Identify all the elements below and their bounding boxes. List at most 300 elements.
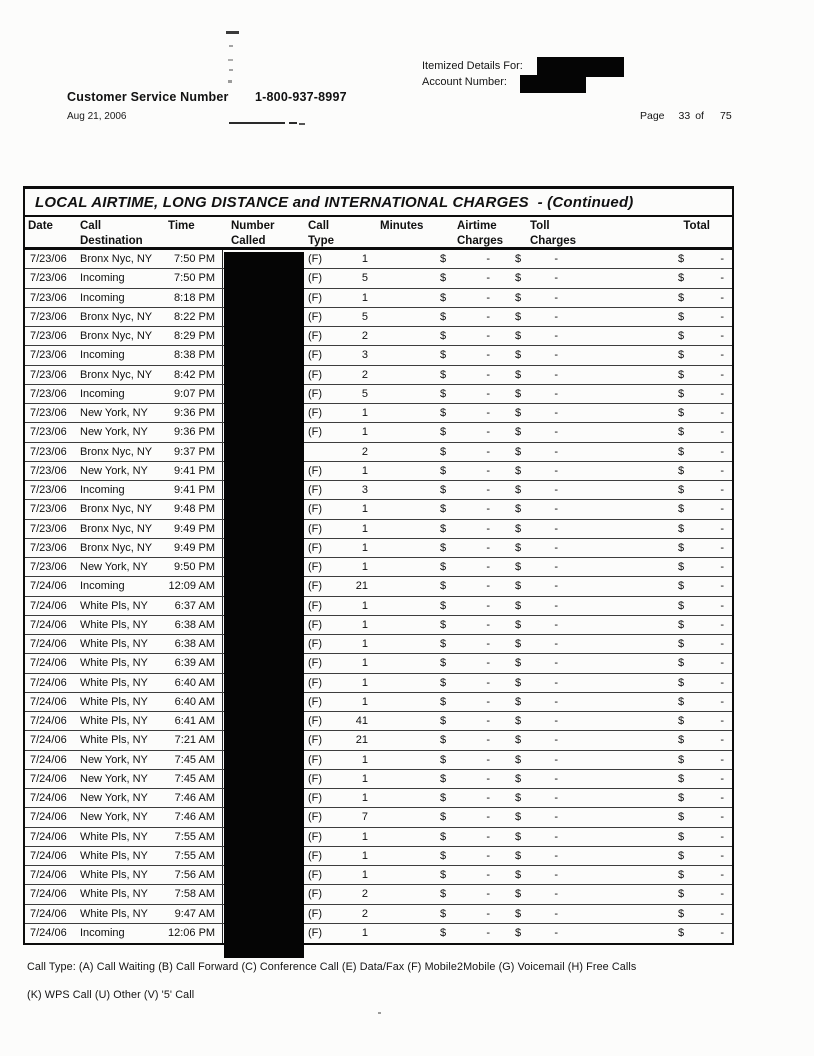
cell-date: 7/24/06	[30, 580, 67, 593]
charge-amount: -	[720, 253, 724, 266]
cell-time: 6:38 AM	[174, 638, 215, 651]
cell-minutes: 1	[361, 618, 368, 631]
cell-date: 7/23/06	[30, 253, 67, 266]
table-row	[25, 520, 732, 539]
table-row	[25, 577, 732, 596]
table-row	[25, 481, 732, 500]
cell-airtime-charges	[370, 523, 515, 535]
currency-sign: $	[515, 541, 522, 554]
cell-time: 8:22 PM	[174, 310, 215, 323]
cell-airtime-charges	[370, 696, 515, 708]
column-header-total: Total	[683, 220, 710, 232]
charge-amount: -	[486, 522, 490, 535]
currency-sign: $	[678, 445, 685, 458]
cell-minutes: 1	[361, 638, 368, 651]
charge-amount: -	[554, 503, 558, 516]
charge-amount: -	[554, 888, 558, 901]
cell-airtime-charges	[370, 927, 515, 939]
cell-time: 6:40 AM	[174, 676, 215, 689]
charge-amount: -	[720, 368, 724, 381]
currency-sign: $	[515, 464, 522, 477]
cell-airtime-charges	[370, 908, 515, 920]
currency-sign: $	[515, 869, 522, 882]
cell-time: 7:45 AM	[174, 753, 215, 766]
charge-amount: -	[720, 849, 724, 862]
charge-amount: -	[486, 426, 490, 439]
cell-toll-charges	[515, 580, 600, 592]
currency-sign: $	[515, 734, 522, 747]
cell-time: 6:39 AM	[174, 657, 215, 670]
cell-time: 7:56 AM	[174, 869, 215, 882]
currency-sign: $	[440, 657, 447, 670]
cell-call-type: (F)	[308, 772, 323, 785]
cell-call-destination: Bronx Nyc, NY	[80, 368, 153, 381]
cell-date: 7/23/06	[30, 541, 67, 554]
cell-total	[600, 503, 732, 515]
cell-time: 9:49 PM	[174, 522, 215, 535]
table-header-row	[25, 217, 732, 250]
cell-date: 7/23/06	[30, 522, 67, 535]
cell-call-type: (F)	[308, 484, 323, 497]
table-row	[25, 558, 732, 577]
currency-sign: $	[678, 772, 685, 785]
currency-sign: $	[440, 426, 447, 439]
cell-call-destination: New York, NY	[80, 464, 148, 477]
table-row	[25, 751, 732, 770]
cell-date: 7/23/06	[30, 503, 67, 516]
cell-airtime-charges	[370, 638, 515, 650]
cell-call-type: (F)	[308, 426, 323, 439]
cell-call-destination: New York, NY	[80, 811, 148, 824]
charge-amount: -	[554, 272, 558, 285]
cell-minutes: 1	[361, 253, 368, 266]
cell-toll-charges	[515, 292, 600, 304]
cell-date: 7/24/06	[30, 927, 67, 940]
charge-amount: -	[720, 330, 724, 343]
cell-time: 6:40 AM	[174, 695, 215, 708]
charge-amount: -	[720, 888, 724, 901]
currency-sign: $	[678, 849, 685, 862]
cell-total	[600, 888, 732, 900]
charge-amount: -	[554, 445, 558, 458]
charge-amount: -	[720, 522, 724, 535]
cell-call-type: (F)	[308, 676, 323, 689]
column-header-toll-charges: Toll Charges	[530, 220, 577, 247]
cell-airtime-charges	[370, 349, 515, 361]
charge-amount: -	[486, 772, 490, 785]
cell-time: 8:42 PM	[174, 368, 215, 381]
cell-date: 7/24/06	[30, 772, 67, 785]
charge-amount: -	[720, 618, 724, 631]
cell-call-destination: Bronx Nyc, NY	[80, 522, 153, 535]
currency-sign: $	[440, 484, 447, 497]
currency-sign: $	[678, 599, 685, 612]
cell-call-type: (F)	[308, 368, 323, 381]
currency-sign: $	[515, 907, 522, 920]
cell-total	[600, 773, 732, 785]
cell-time: 9:36 PM	[174, 426, 215, 439]
currency-sign: $	[678, 618, 685, 631]
charge-amount: -	[720, 907, 724, 920]
charge-amount: -	[486, 407, 490, 420]
cell-toll-charges	[515, 850, 600, 862]
cell-total	[600, 426, 732, 438]
charge-amount: -	[720, 715, 724, 728]
cell-call-type: (F)	[308, 349, 323, 362]
currency-sign: $	[440, 830, 447, 843]
charge-amount: -	[486, 291, 490, 304]
currency-sign: $	[440, 792, 447, 805]
cell-total	[600, 542, 732, 554]
charge-amount: -	[486, 503, 490, 516]
cell-time: 7:21 AM	[174, 734, 215, 747]
currency-sign: $	[678, 522, 685, 535]
charge-amount: -	[720, 792, 724, 805]
cell-minutes: 41	[355, 715, 368, 728]
table-row	[25, 616, 732, 635]
charge-amount: -	[486, 368, 490, 381]
currency-sign: $	[678, 638, 685, 651]
charge-amount: -	[554, 676, 558, 689]
cell-airtime-charges	[370, 677, 515, 689]
charge-amount: -	[720, 310, 724, 323]
cell-time: 9:41 PM	[174, 484, 215, 497]
cell-airtime-charges	[370, 811, 515, 823]
cell-call-type: (F)	[308, 310, 323, 323]
cell-call-type: (F)	[308, 522, 323, 535]
table-row	[25, 308, 732, 327]
charge-amount: -	[486, 734, 490, 747]
cell-airtime-charges	[370, 600, 515, 612]
cell-minutes: 1	[361, 599, 368, 612]
cell-airtime-charges	[370, 369, 515, 381]
cell-toll-charges	[515, 869, 600, 881]
cell-toll-charges	[515, 734, 600, 746]
currency-sign: $	[678, 695, 685, 708]
cell-time: 7:46 AM	[174, 792, 215, 805]
scan-artifact	[229, 45, 233, 47]
customer-service-label: Customer Service Number	[67, 90, 229, 104]
cell-toll-charges	[515, 311, 600, 323]
scan-artifact	[226, 31, 239, 34]
charge-amount: -	[554, 599, 558, 612]
cell-date: 7/23/06	[30, 464, 67, 477]
redaction-box-customer-name	[537, 57, 624, 77]
cell-toll-charges	[515, 792, 600, 804]
currency-sign: $	[515, 503, 522, 516]
cell-total	[600, 619, 732, 631]
cell-call-type: (F)	[308, 464, 323, 477]
cell-minutes: 3	[361, 349, 368, 362]
cell-call-type: (F)	[308, 849, 323, 862]
statement-date: Aug 21, 2006	[67, 111, 127, 122]
currency-sign: $	[515, 561, 522, 574]
currency-sign: $	[440, 849, 447, 862]
currency-sign: $	[678, 657, 685, 670]
cell-minutes: 5	[361, 387, 368, 400]
cell-minutes: 2	[361, 445, 368, 458]
cell-call-type: (F)	[308, 792, 323, 805]
cell-minutes: 1	[361, 869, 368, 882]
charge-amount: -	[486, 676, 490, 689]
cell-call-destination: White Pls, NY	[80, 888, 148, 901]
cell-time: 8:38 PM	[174, 349, 215, 362]
charge-amount: -	[554, 830, 558, 843]
cell-call-type: (F)	[308, 291, 323, 304]
cell-airtime-charges	[370, 888, 515, 900]
cell-airtime-charges	[370, 580, 515, 592]
currency-sign: $	[515, 811, 522, 824]
cell-call-destination: Incoming	[80, 927, 125, 940]
cell-toll-charges	[515, 503, 600, 515]
charge-amount: -	[486, 657, 490, 670]
charge-amount: -	[720, 561, 724, 574]
cell-call-destination: White Pls, NY	[80, 695, 148, 708]
cell-call-type: (F)	[308, 907, 323, 920]
cell-minutes: 1	[361, 464, 368, 477]
cell-call-destination: Bronx Nyc, NY	[80, 445, 153, 458]
table-body	[25, 250, 732, 943]
charge-amount: -	[486, 253, 490, 266]
currency-sign: $	[678, 869, 685, 882]
cell-total	[600, 811, 732, 823]
cell-toll-charges	[515, 349, 600, 361]
charge-amount: -	[486, 753, 490, 766]
cell-airtime-charges	[370, 542, 515, 554]
cell-airtime-charges	[370, 792, 515, 804]
charge-amount: -	[720, 407, 724, 420]
cell-toll-charges	[515, 388, 600, 400]
cell-time: 9:41 PM	[174, 464, 215, 477]
table-row	[25, 712, 732, 731]
table-title: LOCAL AIRTIME, LONG DISTANCE and INTERNATIONAL CHARGES - (Continued)	[25, 189, 732, 217]
column-header-minutes: Minutes	[380, 220, 424, 232]
cell-toll-charges	[515, 369, 600, 381]
charge-amount: -	[554, 368, 558, 381]
cell-total	[600, 407, 732, 419]
table-row	[25, 885, 732, 904]
cell-toll-charges	[515, 600, 600, 612]
currency-sign: $	[678, 503, 685, 516]
currency-sign: $	[440, 580, 447, 593]
charge-amount: -	[720, 869, 724, 882]
table-row	[25, 269, 732, 288]
cell-minutes: 1	[361, 407, 368, 420]
cell-time: 6:37 AM	[174, 599, 215, 612]
currency-sign: $	[515, 580, 522, 593]
currency-sign: $	[678, 464, 685, 477]
cell-total	[600, 484, 732, 496]
cell-call-destination: Incoming	[80, 272, 125, 285]
cell-call-destination: Bronx Nyc, NY	[80, 310, 153, 323]
cell-minutes: 5	[361, 272, 368, 285]
table-row	[25, 366, 732, 385]
cell-airtime-charges	[370, 311, 515, 323]
currency-sign: $	[678, 676, 685, 689]
table-row	[25, 346, 732, 365]
cell-time: 8:18 PM	[174, 291, 215, 304]
charge-amount: -	[486, 541, 490, 554]
itemized-details-label: Itemized Details For:	[422, 60, 523, 72]
charge-amount: -	[554, 811, 558, 824]
currency-sign: $	[678, 792, 685, 805]
column-header-airtime-charges: Airtime Charges	[457, 220, 504, 247]
charge-amount: -	[720, 811, 724, 824]
cell-toll-charges	[515, 253, 600, 265]
cell-date: 7/24/06	[30, 869, 67, 882]
charge-amount: -	[554, 349, 558, 362]
cell-call-type: (F)	[308, 580, 323, 593]
charge-amount: -	[720, 734, 724, 747]
cell-date: 7/24/06	[30, 676, 67, 689]
cell-call-destination: New York, NY	[80, 407, 148, 420]
cell-minutes: 7	[361, 811, 368, 824]
cell-toll-charges	[515, 811, 600, 823]
cell-minutes: 2	[361, 330, 368, 343]
charge-amount: -	[554, 849, 558, 862]
cell-date: 7/23/06	[30, 445, 67, 458]
cell-toll-charges	[515, 407, 600, 419]
cell-total	[600, 638, 732, 650]
currency-sign: $	[678, 310, 685, 323]
charge-amount: -	[486, 695, 490, 708]
charge-amount: -	[554, 772, 558, 785]
cell-minutes: 3	[361, 484, 368, 497]
cell-minutes: 5	[361, 310, 368, 323]
currency-sign: $	[440, 503, 447, 516]
charge-amount: -	[486, 811, 490, 824]
cell-call-destination: Bronx Nyc, NY	[80, 541, 153, 554]
currency-sign: $	[440, 330, 447, 343]
charge-amount: -	[554, 638, 558, 651]
charge-amount: -	[554, 695, 558, 708]
cell-time: 7:55 AM	[174, 849, 215, 862]
cell-total	[600, 292, 732, 304]
charge-amount: -	[554, 310, 558, 323]
charge-amount: -	[554, 869, 558, 882]
cell-total	[600, 869, 732, 881]
page-of-label: of	[695, 110, 704, 122]
charge-amount: -	[720, 638, 724, 651]
charge-amount: -	[720, 349, 724, 362]
cell-call-destination: White Pls, NY	[80, 676, 148, 689]
column-header-date: Date	[28, 220, 53, 232]
cell-minutes: 1	[361, 676, 368, 689]
cell-time: 9:37 PM	[174, 445, 215, 458]
cell-date: 7/23/06	[30, 426, 67, 439]
charge-amount: -	[554, 291, 558, 304]
cell-date: 7/24/06	[30, 734, 67, 747]
cell-call-destination: White Pls, NY	[80, 599, 148, 612]
table-row	[25, 443, 732, 462]
cell-call-type: (F)	[308, 387, 323, 400]
cell-call-destination: Bronx Nyc, NY	[80, 253, 153, 266]
charge-amount: -	[720, 291, 724, 304]
cell-total	[600, 850, 732, 862]
cell-airtime-charges	[370, 754, 515, 766]
currency-sign: $	[515, 715, 522, 728]
cell-call-type: (F)	[308, 330, 323, 343]
cell-call-type: (F)	[308, 253, 323, 266]
currency-sign: $	[678, 715, 685, 728]
charge-amount: -	[486, 907, 490, 920]
cell-total	[600, 561, 732, 573]
cell-minutes: 1	[361, 657, 368, 670]
currency-sign: $	[678, 888, 685, 901]
currency-sign: $	[515, 387, 522, 400]
cell-date: 7/23/06	[30, 310, 67, 323]
cell-call-destination: Incoming	[80, 291, 125, 304]
cell-date: 7/24/06	[30, 811, 67, 824]
currency-sign: $	[515, 349, 522, 362]
currency-sign: $	[678, 426, 685, 439]
cell-total	[600, 253, 732, 265]
cell-call-type: (F)	[308, 657, 323, 670]
currency-sign: $	[678, 580, 685, 593]
cell-total	[600, 580, 732, 592]
call-type-legend-line-1: Call Type: (A) Call Waiting (B) Call Forward (C) Conference Call (E) Data/Fax (F) Mobile2Mobile (G) Voicemail (H) Free Calls	[27, 961, 637, 973]
cell-total	[600, 465, 732, 477]
cell-toll-charges	[515, 561, 600, 573]
cell-airtime-charges	[370, 272, 515, 284]
cell-date: 7/23/06	[30, 272, 67, 285]
cell-call-destination: White Pls, NY	[80, 849, 148, 862]
table-row	[25, 866, 732, 885]
cell-toll-charges	[515, 619, 600, 631]
cell-airtime-charges	[370, 503, 515, 515]
cell-call-destination: New York, NY	[80, 561, 148, 574]
charge-amount: -	[486, 445, 490, 458]
cell-minutes: 1	[361, 426, 368, 439]
cell-call-destination: Incoming	[80, 349, 125, 362]
charge-amount: -	[720, 772, 724, 785]
cell-date: 7/24/06	[30, 907, 67, 920]
charge-amount: -	[486, 272, 490, 285]
charge-amount: -	[554, 426, 558, 439]
charge-amount: -	[486, 888, 490, 901]
cell-date: 7/23/06	[30, 330, 67, 343]
table-row	[25, 500, 732, 519]
currency-sign: $	[515, 522, 522, 535]
cell-airtime-charges	[370, 734, 515, 746]
charge-amount: -	[554, 407, 558, 420]
currency-sign: $	[678, 387, 685, 400]
cell-date: 7/23/06	[30, 349, 67, 362]
cell-date: 7/24/06	[30, 657, 67, 670]
cell-time: 9:36 PM	[174, 407, 215, 420]
table-row	[25, 789, 732, 808]
cell-toll-charges	[515, 715, 600, 727]
table-row	[25, 693, 732, 712]
currency-sign: $	[515, 368, 522, 381]
cell-minutes: 2	[361, 888, 368, 901]
currency-sign: $	[515, 849, 522, 862]
cell-call-destination: White Pls, NY	[80, 618, 148, 631]
currency-sign: $	[515, 753, 522, 766]
charge-amount: -	[486, 580, 490, 593]
cell-airtime-charges	[370, 619, 515, 631]
cell-call-type: (F)	[308, 599, 323, 612]
currency-sign: $	[515, 657, 522, 670]
column-header-time: Time	[168, 220, 195, 232]
cell-minutes: 2	[361, 907, 368, 920]
account-number-label: Account Number:	[422, 76, 507, 88]
cell-call-type: (F)	[308, 541, 323, 554]
cell-time: 12:09 AM	[168, 580, 215, 593]
currency-sign: $	[515, 772, 522, 785]
cell-date: 7/23/06	[30, 387, 67, 400]
cell-total	[600, 734, 732, 746]
